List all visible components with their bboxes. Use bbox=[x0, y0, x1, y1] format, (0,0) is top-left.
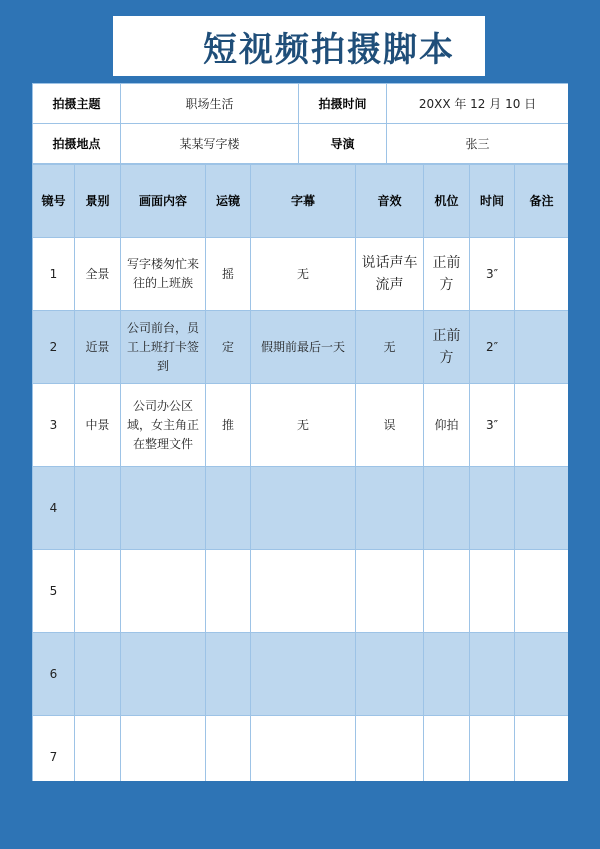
script-sheet bbox=[32, 83, 568, 781]
cell-movement: 摇 bbox=[206, 238, 251, 311]
info-row-2 bbox=[33, 124, 569, 164]
cell-time: 3″ bbox=[470, 384, 515, 467]
col-shot-no: 镜号 bbox=[33, 165, 75, 238]
cell-notes bbox=[515, 238, 569, 311]
director-value: 张三 bbox=[387, 124, 569, 164]
cell-notes bbox=[515, 716, 569, 782]
cell-subtitle bbox=[251, 633, 356, 716]
table-row bbox=[33, 633, 569, 716]
col-subtitle: 字幕 bbox=[251, 165, 356, 238]
cell-sound: 无 bbox=[356, 311, 424, 384]
cell-sound bbox=[356, 716, 424, 782]
table-row bbox=[33, 238, 569, 311]
cell-shot-no: 4 bbox=[33, 467, 75, 550]
cell-content: 公司前台，员工上班打卡签到 bbox=[121, 311, 206, 384]
cell-shot-no: 1 bbox=[33, 238, 75, 311]
cell-subtitle: 假期前最后一天 bbox=[251, 311, 356, 384]
col-scene: 景别 bbox=[75, 165, 121, 238]
cell-notes bbox=[515, 550, 569, 633]
table-row bbox=[33, 467, 569, 550]
cell-shot-no: 3 bbox=[33, 384, 75, 467]
cell-subtitle: 无 bbox=[251, 384, 356, 467]
cell-time bbox=[470, 716, 515, 782]
page-title: 短视频拍摄脚本 bbox=[203, 29, 455, 70]
col-notes: 备注 bbox=[515, 165, 569, 238]
table-row bbox=[33, 311, 569, 384]
cell-scene bbox=[75, 716, 121, 782]
col-time: 时间 bbox=[470, 165, 515, 238]
cell-time: 3″ bbox=[470, 238, 515, 311]
place-value: 某某写字楼 bbox=[121, 124, 299, 164]
col-sound: 音效 bbox=[356, 165, 424, 238]
cell-sound bbox=[356, 633, 424, 716]
cell-shot-no: 6 bbox=[33, 633, 75, 716]
cell-position bbox=[424, 550, 470, 633]
cell-notes bbox=[515, 384, 569, 467]
cell-time bbox=[470, 550, 515, 633]
cell-notes bbox=[515, 467, 569, 550]
cell-content: 公司办公区域，女主角正在整理文件 bbox=[121, 384, 206, 467]
cell-position: 仰拍 bbox=[424, 384, 470, 467]
info-table bbox=[32, 83, 568, 164]
cell-scene bbox=[75, 550, 121, 633]
table-row bbox=[33, 384, 569, 467]
cell-movement bbox=[206, 716, 251, 782]
theme-label: 拍摄主题 bbox=[33, 84, 121, 124]
cell-time: 2″ bbox=[470, 311, 515, 384]
info-row-1 bbox=[33, 84, 569, 124]
cell-scene bbox=[75, 633, 121, 716]
time-value: 20XX 年 12 月 10 日 bbox=[387, 84, 569, 124]
cell-position bbox=[424, 467, 470, 550]
time-label: 拍摄时间 bbox=[299, 84, 387, 124]
cell-position bbox=[424, 633, 470, 716]
cell-scene: 中景 bbox=[75, 384, 121, 467]
cell-subtitle bbox=[251, 716, 356, 782]
cell-sound bbox=[356, 550, 424, 633]
cell-scene: 近景 bbox=[75, 311, 121, 384]
cell-movement bbox=[206, 633, 251, 716]
cell-content: 写字楼匆忙来往的上班族 bbox=[121, 238, 206, 311]
cell-content bbox=[121, 467, 206, 550]
col-movement: 运镜 bbox=[206, 165, 251, 238]
cell-position: 正前方 bbox=[424, 311, 470, 384]
col-content: 画面内容 bbox=[121, 165, 206, 238]
cell-movement: 推 bbox=[206, 384, 251, 467]
cell-shot-no: 7 bbox=[33, 716, 75, 782]
cell-time bbox=[470, 633, 515, 716]
cell-shot-no: 2 bbox=[33, 311, 75, 384]
place-label: 拍摄地点 bbox=[33, 124, 121, 164]
table-row bbox=[33, 550, 569, 633]
cell-sound: 误 bbox=[356, 384, 424, 467]
cell-notes bbox=[515, 633, 569, 716]
cell-subtitle bbox=[251, 550, 356, 633]
cell-content bbox=[121, 550, 206, 633]
director-label: 导演 bbox=[299, 124, 387, 164]
cell-subtitle: 无 bbox=[251, 238, 356, 311]
cell-sound bbox=[356, 467, 424, 550]
cell-scene: 全景 bbox=[75, 238, 121, 311]
cell-scene bbox=[75, 467, 121, 550]
cell-content bbox=[121, 633, 206, 716]
shot-table bbox=[32, 164, 568, 781]
cell-movement: 定 bbox=[206, 311, 251, 384]
cell-subtitle bbox=[251, 467, 356, 550]
title-box bbox=[113, 16, 485, 76]
cell-movement bbox=[206, 550, 251, 633]
cell-movement bbox=[206, 467, 251, 550]
cell-position bbox=[424, 716, 470, 782]
header-row bbox=[33, 165, 569, 238]
cell-position: 正前方 bbox=[424, 238, 470, 311]
cell-time bbox=[470, 467, 515, 550]
cell-shot-no: 5 bbox=[33, 550, 75, 633]
col-position: 机位 bbox=[424, 165, 470, 238]
cell-sound: 说话声车流声 bbox=[356, 238, 424, 311]
cell-notes bbox=[515, 311, 569, 384]
table-row bbox=[33, 716, 569, 782]
theme-value: 职场生活 bbox=[121, 84, 299, 124]
cell-content bbox=[121, 716, 206, 782]
